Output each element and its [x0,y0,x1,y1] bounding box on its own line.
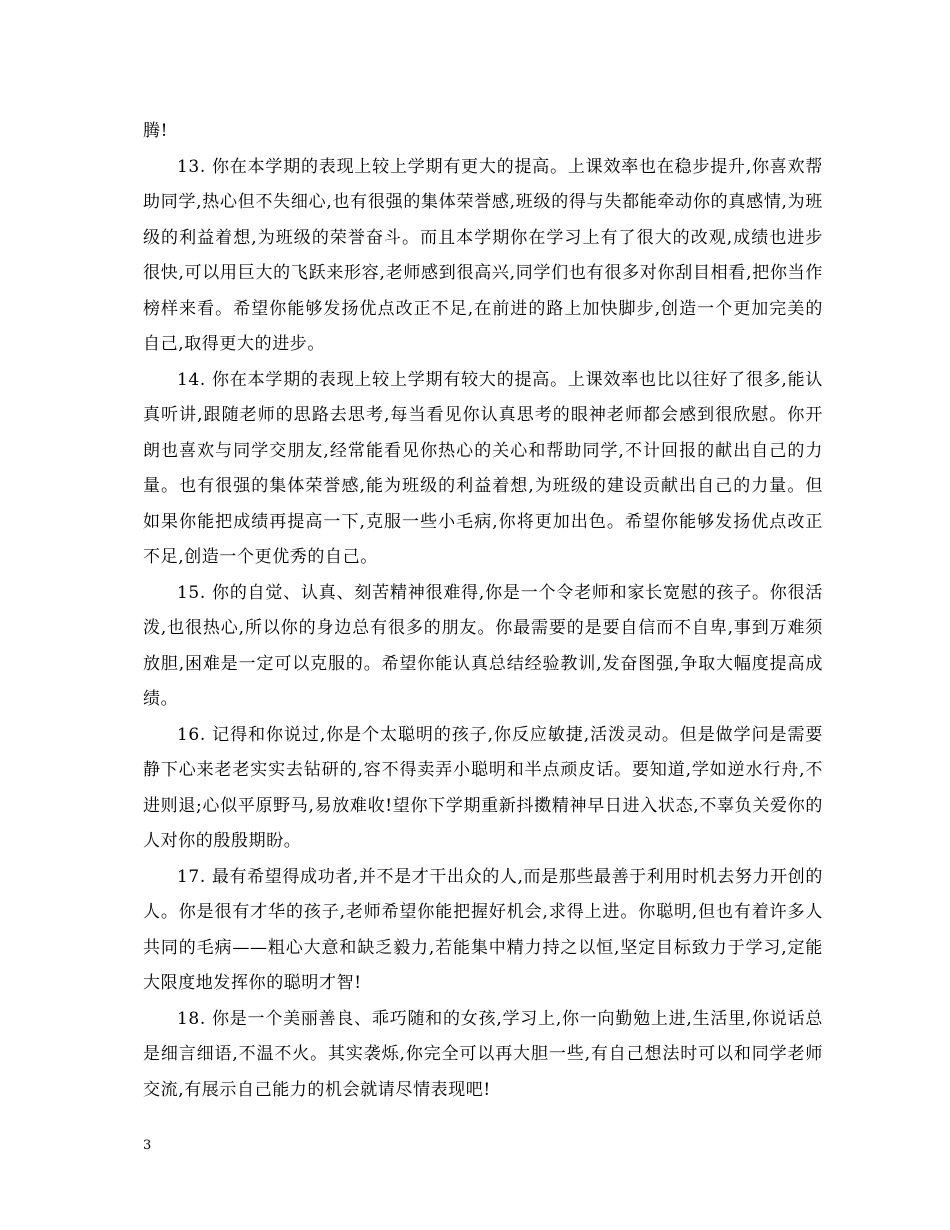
paragraph-comment-15: 15. 你的自觉、认真、刻苦精神很难得,你是一个令老师和家长宽慰的孩子。你很活泼,也很热心,所以你的身边总有很多的朋友。你最需要的是要自信而不自卑,事到万难须放胆,困难是一定可以克服的。希望你能认真总结经验教训,发奋图强,争取大幅度提高成绩。 [143,582,823,709]
paragraph-comment-14: 14. 你在本学期的表现上较上学期有较大的提高。上课效率也比以往好了很多,能认真听讲,跟随老师的思路去思考,每当看见你认真思考的眼神老师都会感到很欣慰。你开朗也喜欢与同学交朋友,经常能看见你热心的关心和帮助同学,不计回报的献出自己的力量。也有很强的集体荣誉感,能为班级的利益着想,为班级的建设贡献出自己的力量。但如果你能把成绩再提高一下,克服一些小毛病,你将更加出色。希望你能够发扬优点改正不足,创造一个更优秀的自己。 [143,369,823,567]
paragraph-comment-18: 18. 你是一个美丽善良、乖巧随和的女孩,学习上,你一向勤勉上进,生活里,你说话总是细言细语,不温不火。其实袭烁,你完全可以再大胆一些,有自己想法时可以和同学老师交流,有展示自己能力的机会就请尽情表现吧! [143,1008,823,1100]
paragraph-continuation: 腾! [143,121,169,141]
document-body [143,114,823,1108]
page-number: 3 [143,1138,152,1153]
paragraph-comment-16: 16. 记得和你说过,你是个太聪明的孩子,你反应敏捷,活泼灵动。但是做学问是需要静下心来老老实实去钻研的,容不得卖弄小聪明和半点顽皮话。要知道,学如逆水行舟,不进则退;心似平原野马,易放难收!望你下学期重新抖擞精神早日进入状态,不辜负关爱你的人对你的殷殷期盼。 [143,724,823,851]
paragraph-comment-17: 17. 最有希望得成功者,并不是才干出众的人,而是那些最善于利用时机去努力开创的人。你是很有才华的孩子,老师希望你能把握好机会,求得上进。你聪明,但也有着许多人共同的毛病——粗心大意和缺乏毅力,若能集中精力持之以恒,坚定目标致力于学习,定能大限度地发挥你的聪明才智! [143,866,823,993]
paragraph-comment-13: 13. 你在本学期的表现上较上学期有更大的提高。上课效率也在稳步提升,你喜欢帮助同学,热心但不失细心,也有很强的集体荣誉感,班级的得与失都能牵动你的真感情,为班级的利益着想,为班级的荣誉奋斗。而且本学期你在学习上有了很大的改观,成绩也进步很快,可以用巨大的飞跃来形容,老师感到很高兴,同学们也有很多对你刮目相看,把你当作榜样来看。希望你能够发扬优点改正不足,在前进的路上加快脚步,创造一个更加完美的自己,取得更大的进步。 [143,156,823,354]
